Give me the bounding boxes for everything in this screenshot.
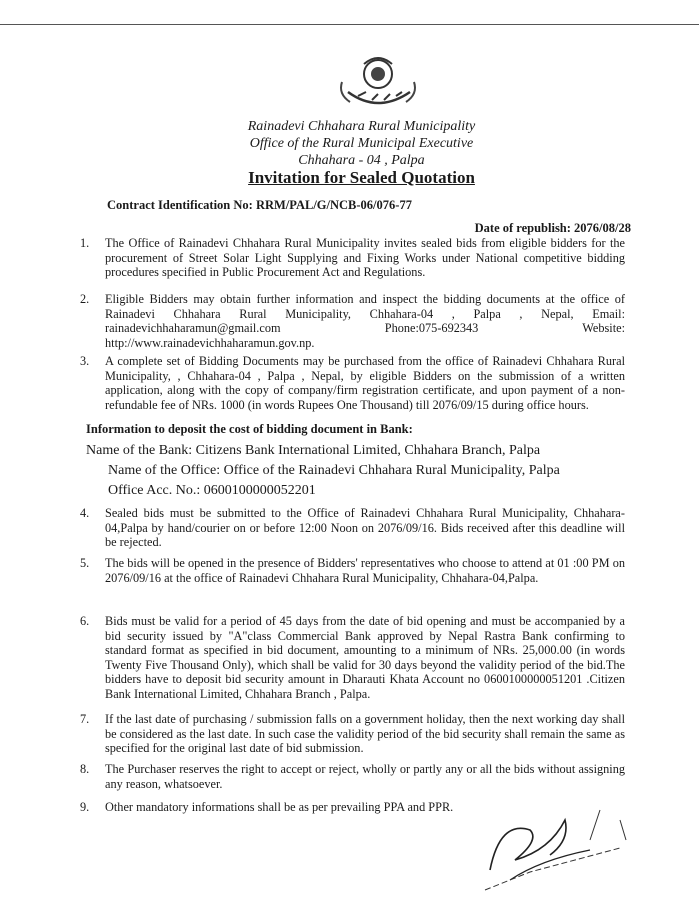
item-text: Bids must be valid for a period of 45 days from the date of bid opening and must be accompanied by a bid security issued by "A"class Commercial Bank approved by Nepal Rastra Bank confirming to standard format as specified in bid document, amounting to a minimum of NRs. 25,000.00 (in words Twenty Five Thousand Only), which shall be valid for 30 days beyond the validity period of the bid.The bidders have to deposit bid security amount in Dharauti Khata Account no 0600100000051201 .Citizen Bank International Limited, Chhahara Branch , Palpa. bbox=[105, 614, 625, 701]
notice-title: Invitation for Sealed Quotation bbox=[248, 168, 475, 187]
office-name: Office of the Rural Municipal Executive bbox=[249, 136, 474, 151]
bank-name: Name of the Bank: Citizens Bank International Limited, Chhahara Branch, Palpa bbox=[86, 443, 541, 458]
item-text: If the last date of purchasing / submission falls on a government holiday, then the next working day shall be considered as the last date. In such case the validity period of the bid security shall remain the same as specified for the original last date of bid submission. bbox=[105, 712, 625, 755]
municipality-name: Rainadevi Chhahara Rural Municipality bbox=[247, 119, 476, 134]
top-rule bbox=[0, 24, 699, 25]
bank-info-heading: Information to deposit the cost of bidding document in Bank: bbox=[86, 422, 413, 436]
item-number: 9. bbox=[80, 800, 90, 814]
signature-stamp-icon bbox=[470, 800, 640, 900]
republish-date: Date of republish: 2076/08/28 bbox=[474, 221, 631, 235]
item-text: A complete set of Bidding Documents may be purchased from the office of Rainadevi Chhahara Rural Municipality, , Chhahara-04 , Palpa , Nepal, by eligible Bidders on the submission of a written application, along with the copy of company/firm registration certificate, and upon payment of a non-refundable fee of NRs. 1000 (in words Rupees One Thousand) till 2076/09/15 during office hours. bbox=[105, 354, 625, 412]
bank-office-name: Name of the Office: Office of the Rainadevi Chhahara Rural Municipality, Palpa bbox=[108, 463, 560, 478]
item-number: 7. bbox=[80, 712, 90, 726]
item-number: 2. bbox=[80, 292, 90, 306]
item-text: The Office of Rainadevi Chhahara Rural Municipality invites sealed bids from eligible bidders for the procurement of Street Solar Light Supplying and Fixing Works under National competitive bidding procedures specified in Public Procurement Act and Regulations. bbox=[105, 236, 625, 279]
item-number: 3. bbox=[80, 354, 90, 368]
bank-account-number: Office Acc. No.: 0600100000052201 bbox=[108, 483, 316, 498]
item-text: Sealed bids must be submitted to the Office of Rainadevi Chhahara Rural Municipality, Chhahara-04,Palpa by hand/courier on or before 12:00 Noon on 2076/09/16. Bids received after this deadline will be rejected. bbox=[105, 506, 625, 549]
item-number: 1. bbox=[80, 236, 90, 250]
item-text: The bids will be opened in the presence of Bidders' representatives who choose to attend at 01 :00 PM on 2076/09/16 at the office of Rainadevi Chhahara Rural Municipality, Chhahara-04,Palpa. bbox=[105, 556, 625, 585]
item-number: 6. bbox=[80, 614, 90, 628]
municipality-emblem-icon bbox=[328, 52, 428, 120]
item-text: The Purchaser reserves the right to accept or reject, wholly or partly any or all the bids without assigning any reason, whatsoever. bbox=[105, 762, 625, 791]
item-number: 5. bbox=[80, 556, 90, 570]
item-number: 8. bbox=[80, 762, 90, 776]
item-number: 4. bbox=[80, 506, 90, 520]
contract-identification: Contract Identification No: RRM/PAL/G/NCB-06/076-77 bbox=[107, 198, 412, 212]
item-text: Other mandatory informations shall be as per prevailing PPA and PPR. bbox=[105, 800, 454, 814]
office-address: Chhahara - 04 , Palpa bbox=[298, 153, 425, 168]
item-text: Eligible Bidders may obtain further information and inspect the bidding documents at the office of Rainadevi Chhahara Rural Municipality, Chhahara-04 , Palpa , Nepal, Email: rainadevichhaharamun@gmail.com Phone:075-692343 Website: http://www.rainadevichhaharamun.gov.np. bbox=[105, 292, 625, 350]
